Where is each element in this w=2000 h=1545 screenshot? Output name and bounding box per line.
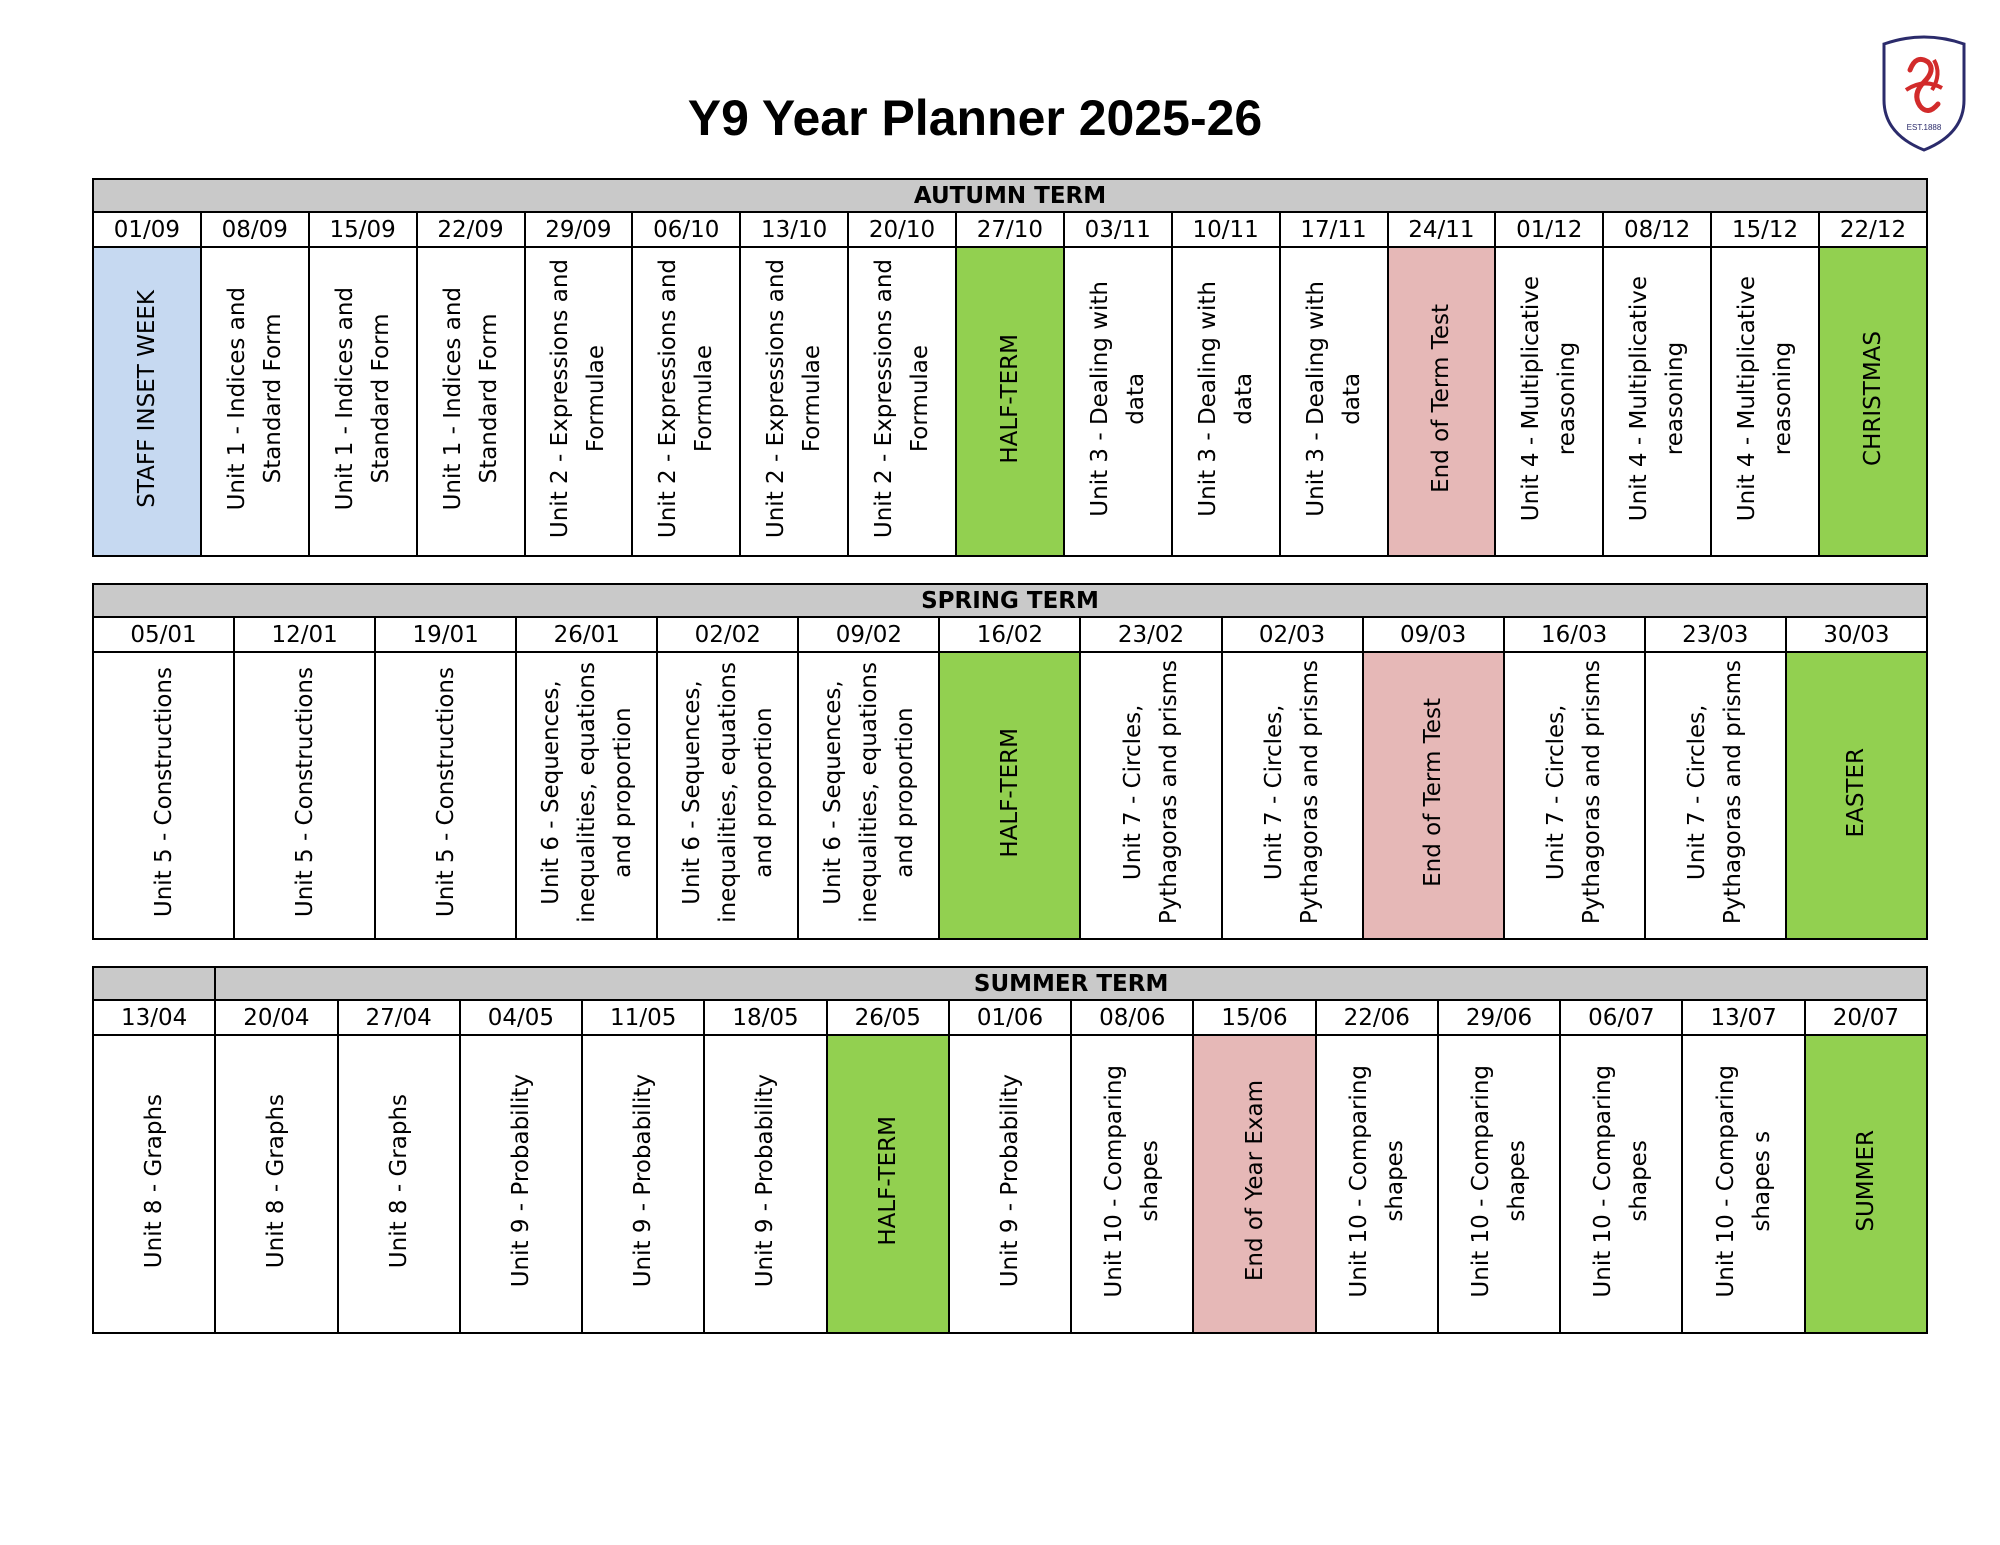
autumn-week-date: 20/10 (848, 212, 956, 247)
autumn-week-topic: HALF-TERM (996, 333, 1023, 464)
autumn-week-date: 01/12 (1495, 212, 1603, 247)
summer-week-cell (582, 1035, 704, 1333)
spring-week-date: 30/03 (1786, 617, 1927, 652)
autumn-week-topic: End of Term Test (1428, 304, 1455, 493)
summer-week-topic: Unit 10 - Comparing shapes (1101, 1064, 1164, 1298)
summer-week-cell (1682, 1035, 1804, 1333)
spring-week-cell (939, 652, 1080, 939)
autumn-week-cell (1711, 247, 1819, 556)
autumn-week-cell (632, 247, 740, 556)
autumn-week-topic: CHRISTMAS (1860, 331, 1886, 466)
spring-week-topic: End of Term Test (1420, 698, 1447, 887)
summer-week-topic: Unit 9 - Probability (996, 1074, 1023, 1288)
summer-week-cell (827, 1035, 949, 1333)
autumn-term-header: AUTUMN TERM (93, 179, 1927, 212)
autumn-week-date: 06/10 (632, 212, 740, 247)
summer-plan-row (93, 1035, 1927, 1333)
summer-week-date: 27/04 (338, 1000, 460, 1035)
autumn-week-topic: Unit 4 - Multiplicative reasoning (1626, 275, 1689, 522)
autumn-week-cell (1172, 247, 1280, 556)
spring-week-cell (234, 652, 375, 939)
spring-week-cell (798, 652, 939, 939)
spring-week-topic: Unit 5 - Constructions (150, 667, 177, 918)
autumn-week-date: 10/11 (1172, 212, 1280, 247)
spring-week-topic: HALF-TERM (996, 727, 1023, 858)
autumn-week-date: 03/11 (1064, 212, 1172, 247)
spring-week-date: 02/03 (1222, 617, 1363, 652)
autumn-week-topic: Unit 2 - Expressions and Formulae (547, 258, 610, 539)
spring-date-row (93, 617, 1927, 652)
spring-week-date: 23/03 (1645, 617, 1786, 652)
autumn-week-date: 22/12 (1819, 212, 1927, 247)
summer-term-table (92, 966, 1928, 1334)
spring-week-date: 09/02 (798, 617, 939, 652)
spring-week-date: 09/03 (1363, 617, 1504, 652)
summer-week-date: 08/06 (1071, 1000, 1193, 1035)
summer-week-date: 29/06 (1438, 1000, 1560, 1035)
summer-week-topic: Unit 8 - Graphs (263, 1093, 290, 1269)
school-crest-logo (1876, 30, 1972, 154)
autumn-week-date: 15/12 (1711, 212, 1819, 247)
summer-week-cell (215, 1035, 337, 1333)
summer-week-cell (1193, 1035, 1315, 1333)
spring-plan-row (93, 652, 1927, 939)
autumn-week-topic: Unit 3 - Dealing with data (1086, 280, 1149, 517)
spring-week-topic: Unit 6 - Sequences, inequalities, equations and proportion (537, 662, 636, 923)
autumn-week-cell (1603, 247, 1711, 556)
page-title: Y9 Year Planner 2025-26 (687, 90, 1263, 146)
autumn-week-topic: Unit 1 - Indices and Standard Form (439, 286, 502, 511)
autumn-week-topic: Unit 2 - Expressions and Formulae (871, 258, 934, 539)
summer-week-cell (949, 1035, 1071, 1333)
summer-week-date: 11/05 (582, 1000, 704, 1035)
autumn-week-date: 08/09 (201, 212, 309, 247)
summer-week-date: 04/05 (460, 1000, 582, 1035)
autumn-week-cell (740, 247, 848, 556)
summer-week-date: 15/06 (1193, 1000, 1315, 1035)
summer-week-date: 20/07 (1805, 1000, 1927, 1035)
summer-week-date: 13/07 (1682, 1000, 1804, 1035)
summer-week-cell (1438, 1035, 1560, 1333)
summer-week-topic: End of Year Exam (1241, 1080, 1268, 1282)
autumn-plan-row (93, 247, 1927, 556)
autumn-week-topic: Unit 3 - Dealing with data (1302, 280, 1365, 517)
autumn-week-topic: STAFF INSET WEEK (133, 289, 160, 508)
autumn-week-date: 13/10 (740, 212, 848, 247)
autumn-week-cell (309, 247, 417, 556)
spring-week-cell (1363, 652, 1504, 939)
summer-week-date: 01/06 (949, 1000, 1071, 1035)
autumn-week-date: 29/09 (525, 212, 633, 247)
spring-week-topic: Unit 7 - Circles, Pythagoras and prisms (1684, 660, 1747, 925)
summer-week-topic: Unit 10 - Comparing shapes (1468, 1064, 1531, 1298)
autumn-date-row (93, 212, 1927, 247)
autumn-week-cell (1064, 247, 1172, 556)
autumn-week-cell (417, 247, 525, 556)
spring-week-date: 26/01 (516, 617, 657, 652)
autumn-week-date: 17/11 (1280, 212, 1388, 247)
autumn-week-topic: Unit 1 - Indices and Standard Form (331, 286, 394, 511)
spring-week-topic: Unit 7 - Circles, Pythagoras and prisms (1261, 660, 1324, 925)
spring-week-cell (1645, 652, 1786, 939)
summer-week-date: 06/07 (1560, 1000, 1682, 1035)
summer-week-cell (1805, 1035, 1927, 1333)
summer-week-cell (1316, 1035, 1438, 1333)
summer-week-date: 26/05 (827, 1000, 949, 1035)
spring-week-cell (1222, 652, 1363, 939)
spring-week-topic: Unit 7 - Circles, Pythagoras and prisms (1543, 660, 1606, 925)
autumn-week-date: 24/11 (1388, 212, 1496, 247)
spring-week-date: 02/02 (657, 617, 798, 652)
spring-week-date: 12/01 (234, 617, 375, 652)
summer-week-topic: Unit 8 - Graphs (141, 1093, 168, 1269)
autumn-week-date: 27/10 (956, 212, 1064, 247)
summer-week-topic: HALF-TERM (874, 1116, 901, 1246)
summer-week-topic: Unit 9 - Probability (507, 1074, 534, 1288)
autumn-week-topic: Unit 3 - Dealing with data (1194, 280, 1257, 517)
spring-week-date: 23/02 (1080, 617, 1221, 652)
summer-week-topic: Unit 8 - Graphs (385, 1093, 412, 1269)
spring-week-cell (1504, 652, 1645, 939)
spring-week-date: 16/03 (1504, 617, 1645, 652)
spring-week-cell (93, 652, 234, 939)
summer-week-cell (1071, 1035, 1193, 1333)
autumn-week-date: 15/09 (309, 212, 417, 247)
autumn-week-cell (956, 247, 1064, 556)
summer-week-cell (1560, 1035, 1682, 1333)
autumn-week-cell (1280, 247, 1388, 556)
summer-week-topic: Unit 10 - Comparing shapes s (1712, 1064, 1775, 1298)
summer-week-cell (338, 1035, 460, 1333)
summer-week-topic: Unit 9 - Probability (752, 1074, 779, 1288)
summer-week-date: 20/04 (215, 1000, 337, 1035)
autumn-term-table (92, 178, 1928, 557)
summer-week-cell (704, 1035, 826, 1333)
spring-week-cell (1080, 652, 1221, 939)
autumn-week-topic: Unit 2 - Expressions and Formulae (763, 258, 826, 539)
autumn-week-topic: Unit 1 - Indices and Standard Form (223, 286, 286, 511)
summer-date-row (93, 1000, 1927, 1035)
summer-week-topic: SUMMER (1852, 1130, 1879, 1232)
autumn-week-topic: Unit 2 - Expressions and Formulae (655, 258, 718, 539)
autumn-week-cell (1819, 247, 1927, 556)
spring-week-date: 19/01 (375, 617, 516, 652)
spring-week-topic: Unit 5 - Constructions (291, 667, 318, 918)
autumn-week-cell (1388, 247, 1496, 556)
summer-header-blank (93, 967, 215, 1000)
spring-week-topic: Unit 6 - Sequences, inequalities, equations and proportion (819, 662, 918, 923)
autumn-week-date: 08/12 (1603, 212, 1711, 247)
summer-week-topic: Unit 10 - Comparing shapes (1345, 1064, 1408, 1298)
summer-week-date: 18/05 (704, 1000, 826, 1035)
autumn-week-topic: Unit 4 - Multiplicative reasoning (1518, 275, 1581, 522)
summer-week-date: 13/04 (93, 1000, 215, 1035)
crest-text: EST.1888 (1906, 123, 1942, 132)
summer-week-topic: Unit 9 - Probability (630, 1074, 657, 1288)
summer-week-cell (460, 1035, 582, 1333)
autumn-week-date: 22/09 (417, 212, 525, 247)
spring-week-topic: Unit 6 - Sequences, inequalities, equations and proportion (678, 662, 777, 923)
spring-week-date: 05/01 (93, 617, 234, 652)
summer-week-topic: Unit 10 - Comparing shapes (1590, 1064, 1653, 1298)
summer-term-header: SUMMER TERM (215, 967, 1927, 1000)
spring-week-cell (1786, 652, 1927, 939)
autumn-week-topic: Unit 4 - Multiplicative reasoning (1734, 275, 1797, 522)
summer-week-date: 22/06 (1316, 1000, 1438, 1035)
autumn-week-cell (93, 247, 201, 556)
autumn-week-cell (848, 247, 956, 556)
autumn-week-cell (1495, 247, 1603, 556)
spring-week-cell (657, 652, 798, 939)
spring-term-table (92, 583, 1928, 940)
spring-week-topic: EASTER (1843, 747, 1870, 838)
spring-week-cell (516, 652, 657, 939)
spring-week-topic: Unit 7 - Circles, Pythagoras and prisms (1119, 660, 1182, 925)
autumn-week-cell (201, 247, 309, 556)
summer-week-cell (93, 1035, 215, 1333)
autumn-week-date: 01/09 (93, 212, 201, 247)
spring-week-cell (375, 652, 516, 939)
spring-term-header: SPRING TERM (93, 584, 1927, 617)
autumn-week-cell (525, 247, 633, 556)
spring-week-date: 16/02 (939, 617, 1080, 652)
spring-week-topic: Unit 5 - Constructions (432, 667, 459, 918)
